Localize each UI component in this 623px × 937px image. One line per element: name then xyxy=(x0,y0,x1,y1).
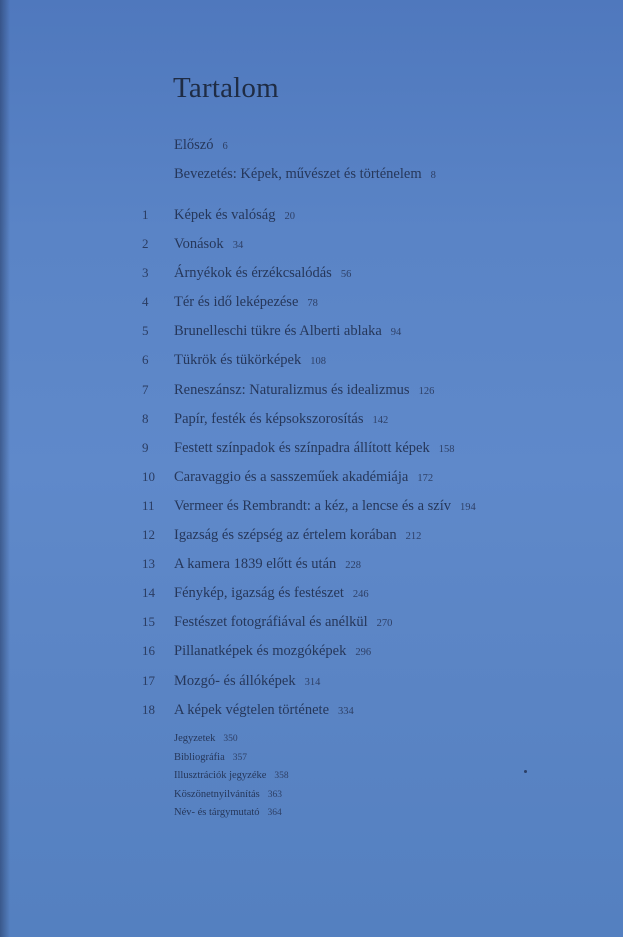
chapter-entry xyxy=(130,701,476,730)
toc-entry-introduction xyxy=(174,165,436,194)
back-matter-label: Illusztrációk jegyzéke xyxy=(174,770,267,782)
chapter-page: 314 xyxy=(304,676,321,688)
chapter-entry xyxy=(130,381,476,410)
chapter-page: 158 xyxy=(438,443,455,455)
back-matter-label: Jegyzetek xyxy=(174,733,216,744)
chapter-page: 334 xyxy=(338,705,354,717)
back-matter-page: 364 xyxy=(267,808,282,819)
toc-entry-label: Bevezetés: Képek, művészet és történelem xyxy=(174,166,422,182)
chapter-page: 126 xyxy=(418,385,435,397)
chapter-page: 172 xyxy=(417,472,434,484)
page-gutter-shadow xyxy=(0,0,10,937)
chapter-number: 4 xyxy=(142,294,149,310)
chapter-entry xyxy=(130,526,476,555)
page-title: Tartalom xyxy=(173,72,279,104)
chapter-entry xyxy=(130,351,476,380)
back-matter-label: Bibliográfia xyxy=(174,751,225,763)
back-matter-entry xyxy=(174,751,289,770)
back-matter-entry xyxy=(174,788,289,807)
chapter-number: 1 xyxy=(142,207,149,222)
chapter-number: 3 xyxy=(142,265,149,281)
chapter-number: 11 xyxy=(142,497,155,513)
back-matter-page: 350 xyxy=(223,734,238,744)
chapter-page: 194 xyxy=(460,501,476,513)
toc-entry-label: Előszó xyxy=(174,137,214,153)
back-matter-page: 358 xyxy=(274,771,289,782)
chapter-number: 14 xyxy=(142,585,155,601)
toc-entry-foreword xyxy=(174,136,436,165)
chapter-title: Képek és valóság xyxy=(174,207,276,223)
chapter-entry xyxy=(130,642,476,671)
chapter-title: Vonások xyxy=(174,236,224,253)
chapter-number: 15 xyxy=(142,614,155,630)
chapter-number: 2 xyxy=(142,236,149,252)
chapter-title: Tér és idő leképezése xyxy=(174,294,299,311)
chapter-number: 13 xyxy=(142,556,155,572)
chapter-number: 8 xyxy=(142,410,149,426)
chapter-list xyxy=(130,206,476,730)
chapter-entry xyxy=(130,322,476,351)
chapter-entry xyxy=(130,555,476,584)
chapter-entry xyxy=(130,584,476,613)
toc-entry-page: 6 xyxy=(222,141,228,152)
back-matter-label: Név- és tárgymutató xyxy=(174,807,260,819)
chapter-title: Brunelleschi tükre és Alberti ablaka xyxy=(174,323,382,340)
chapter-page: 108 xyxy=(310,356,326,368)
chapter-number: 6 xyxy=(142,352,149,368)
chapter-title: Vermeer és Rembrandt: a kéz, a lencse és a szív xyxy=(174,497,451,514)
front-matter-list xyxy=(174,136,436,194)
chapter-title: Fénykép, igazság és festészet xyxy=(174,585,344,602)
chapter-entry xyxy=(130,206,476,235)
chapter-number: 10 xyxy=(142,468,155,484)
chapter-number: 12 xyxy=(142,527,155,543)
chapter-title: Reneszánsz: Naturalizmus és idealizmus xyxy=(174,381,410,398)
chapter-entry xyxy=(130,468,476,497)
chapter-number: 18 xyxy=(142,701,155,717)
chapter-page: 142 xyxy=(372,414,389,426)
chapter-title: Festészet fotográfiával és anélkül xyxy=(174,614,368,631)
back-matter-entry xyxy=(174,806,289,825)
chapter-entry xyxy=(130,439,476,468)
chapter-title: Árnyékok és érzékcsalódás xyxy=(174,265,332,282)
chapter-title: A kamera 1839 előtt és után xyxy=(174,556,337,573)
chapter-title: A képek végtelen története xyxy=(174,701,330,718)
back-matter-label: Köszönetnyilvánítás xyxy=(174,788,260,800)
chapter-entry xyxy=(130,235,476,264)
chapter-entry xyxy=(130,497,476,526)
chapter-page: 94 xyxy=(390,327,402,339)
chapter-entry xyxy=(130,293,476,322)
chapter-number: 9 xyxy=(142,439,149,455)
toc-entry-page: 8 xyxy=(430,170,436,181)
back-matter-page: 357 xyxy=(232,752,247,763)
chapter-page: 246 xyxy=(352,589,369,601)
back-matter-page: 363 xyxy=(267,789,282,800)
chapter-title: Tükrök és tükörképek xyxy=(174,352,302,369)
back-matter-entry xyxy=(174,769,289,788)
chapter-page: 212 xyxy=(405,531,422,543)
chapter-page: 78 xyxy=(307,298,318,310)
chapter-number: 16 xyxy=(142,643,155,659)
chapter-entry xyxy=(130,264,476,293)
chapter-title: Igazság és szépség az értelem korában xyxy=(174,527,397,544)
back-matter-list xyxy=(174,732,289,825)
chapter-page: 296 xyxy=(355,647,372,659)
paper-speck xyxy=(524,770,527,773)
back-matter-entry xyxy=(174,732,289,751)
chapter-number: 7 xyxy=(142,381,149,397)
chapter-title: Caravaggio és a sasszeműek akadémiája xyxy=(174,468,409,485)
chapter-page: 34 xyxy=(232,240,244,252)
chapter-page: 56 xyxy=(340,269,352,281)
chapter-title: Festett színpadok és színpadra állított képek xyxy=(174,439,430,456)
chapter-entry xyxy=(130,613,476,642)
chapter-entry xyxy=(130,410,476,439)
chapter-page: 270 xyxy=(376,618,393,630)
chapter-title: Mozgó- és állóképek xyxy=(174,672,296,689)
chapter-page: 20 xyxy=(284,211,295,222)
chapter-title: Papír, festék és képsokszorosítás xyxy=(174,410,364,427)
chapter-number: 17 xyxy=(142,672,155,688)
chapter-page: 228 xyxy=(345,560,362,572)
chapter-number: 5 xyxy=(142,323,149,339)
chapter-entry xyxy=(130,672,476,701)
chapter-title: Pillanatképek és mozgóképek xyxy=(174,643,347,660)
